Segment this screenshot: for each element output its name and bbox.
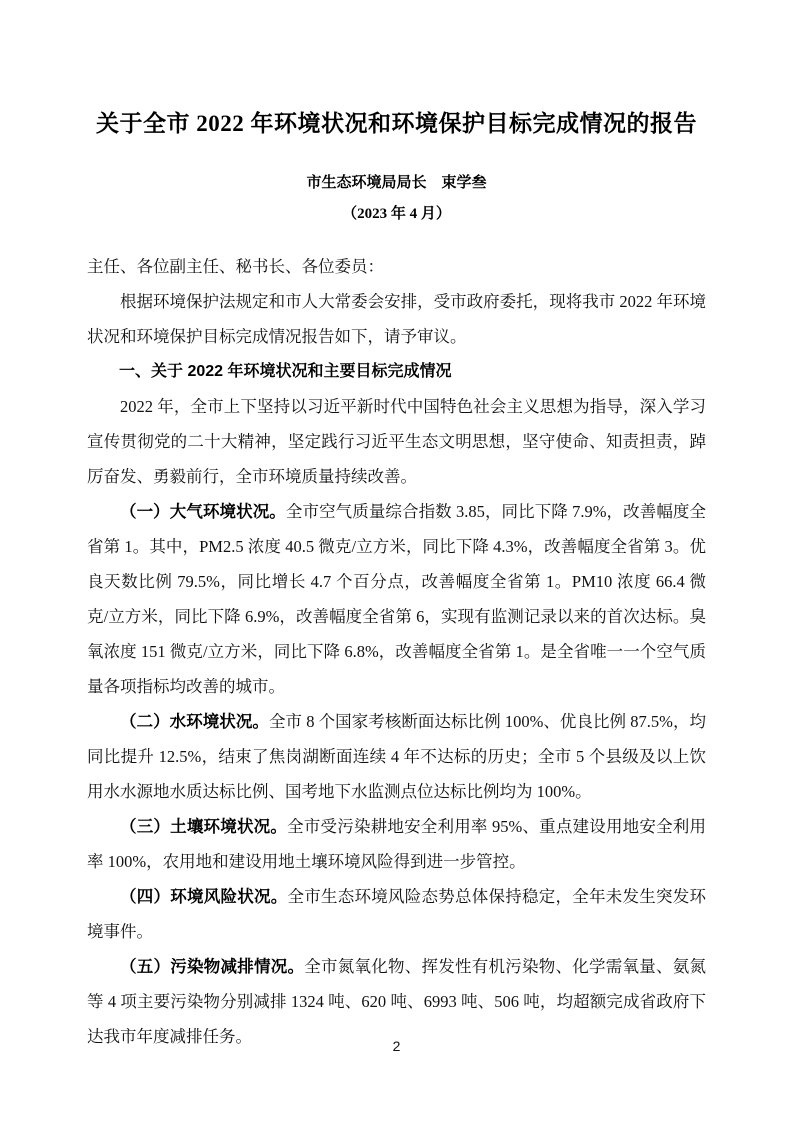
document-title: 关于全市 2022 年环境状况和环境保护目标完成情况的报告 (96, 111, 697, 136)
document-body (87, 249, 706, 1054)
paragraph-air-quality (87, 494, 706, 704)
page-number: 2 (392, 1038, 401, 1054)
section-heading-1: 一、关于 2022 年环境状况和主要目标完成情况 (119, 363, 452, 380)
paragraph-water (87, 704, 706, 809)
item-text-water: 全市 8 个国家考核断面达标比例 100%、优良比例 87.5%，均同比提升 12.5%，结束了焦岗湖断面连续 4 年不达标的历史；全市 5 个县级及以上饮用水水源地水质达标比例、国考地下水监测点位达标比例均为 100%。 (87, 712, 706, 801)
item-lead-air: （一）大气环境状况。 (120, 502, 286, 521)
item-lead-emission: （五）污染物减排情况。 (120, 957, 305, 976)
item-text-emission: 全市氮氧化物、挥发性有机污染物、化学需氧量、氨氮等 4 项主要污染物分别减排 1324 吨、620 吨、6993 吨、506 吨，均超额完成省政府下达我市年度减排任务。 (87, 957, 706, 1046)
date-line: （2023 年 4 月） (342, 206, 451, 222)
paragraph-overview: 2022 年，全市上下坚持以习近平新时代中国特色社会主义思想为指导，深入学习宣传贯彻党的二十大精神，坚定践行习近平生态文明思想，坚守使命、知责担责，踔厉奋发、勇毅前行，全市环境质量持续改善。 (87, 397, 706, 486)
byline (87, 172, 706, 225)
author-line: 市生态环境局局长 束学叁 (306, 175, 487, 191)
item-text-soil: 全市受污染耕地安全利用率 95%、重点建设用地安全利用率 100%，农用地和建设用地土壤环境风险得到进一步管控。 (87, 817, 707, 871)
paragraph-risk (87, 879, 706, 949)
item-text-risk: 全市生态环境风险态势总体保持稳定，全年未发生突发环境事件。 (87, 887, 706, 941)
item-lead-soil: （三）土壤环境状况。 (120, 817, 288, 836)
paragraph-intro: 根据环境保护法规定和市人大常委会安排，受市政府委托，现将我市 2022 年环境状况和环境保护目标完成情况报告如下，请予审议。 (87, 292, 706, 346)
item-lead-water: （二）水环境状况。 (120, 712, 269, 731)
salutation: 主任、各位副主任、秘书长、各位委员： (87, 257, 384, 276)
item-text-air: 全市空气质量综合指数 3.85，同比下降 7.9%，改善幅度全省第 1。其中，PM2.5 浓度 40.5 微克/立方米，同比下降 4.3%，改善幅度全省第 3。优良天数比例 79.5%，同比增长 4.7 个百分点，改善幅度全省第 1。PM10 浓度 66.4 微克/立方米，同比下降 6.9%，改善幅度全省第 6，实现有监测记录以来的首次达标。臭氧浓度 151 微克/立方米，同比下降 6.8%，改善幅度全省第 1。是全省唯一一个空气质量各项指标均改善的城市。 (87, 502, 707, 696)
item-lead-risk: （四）环境风险状况。 (120, 887, 288, 906)
paragraph-soil (87, 809, 706, 879)
